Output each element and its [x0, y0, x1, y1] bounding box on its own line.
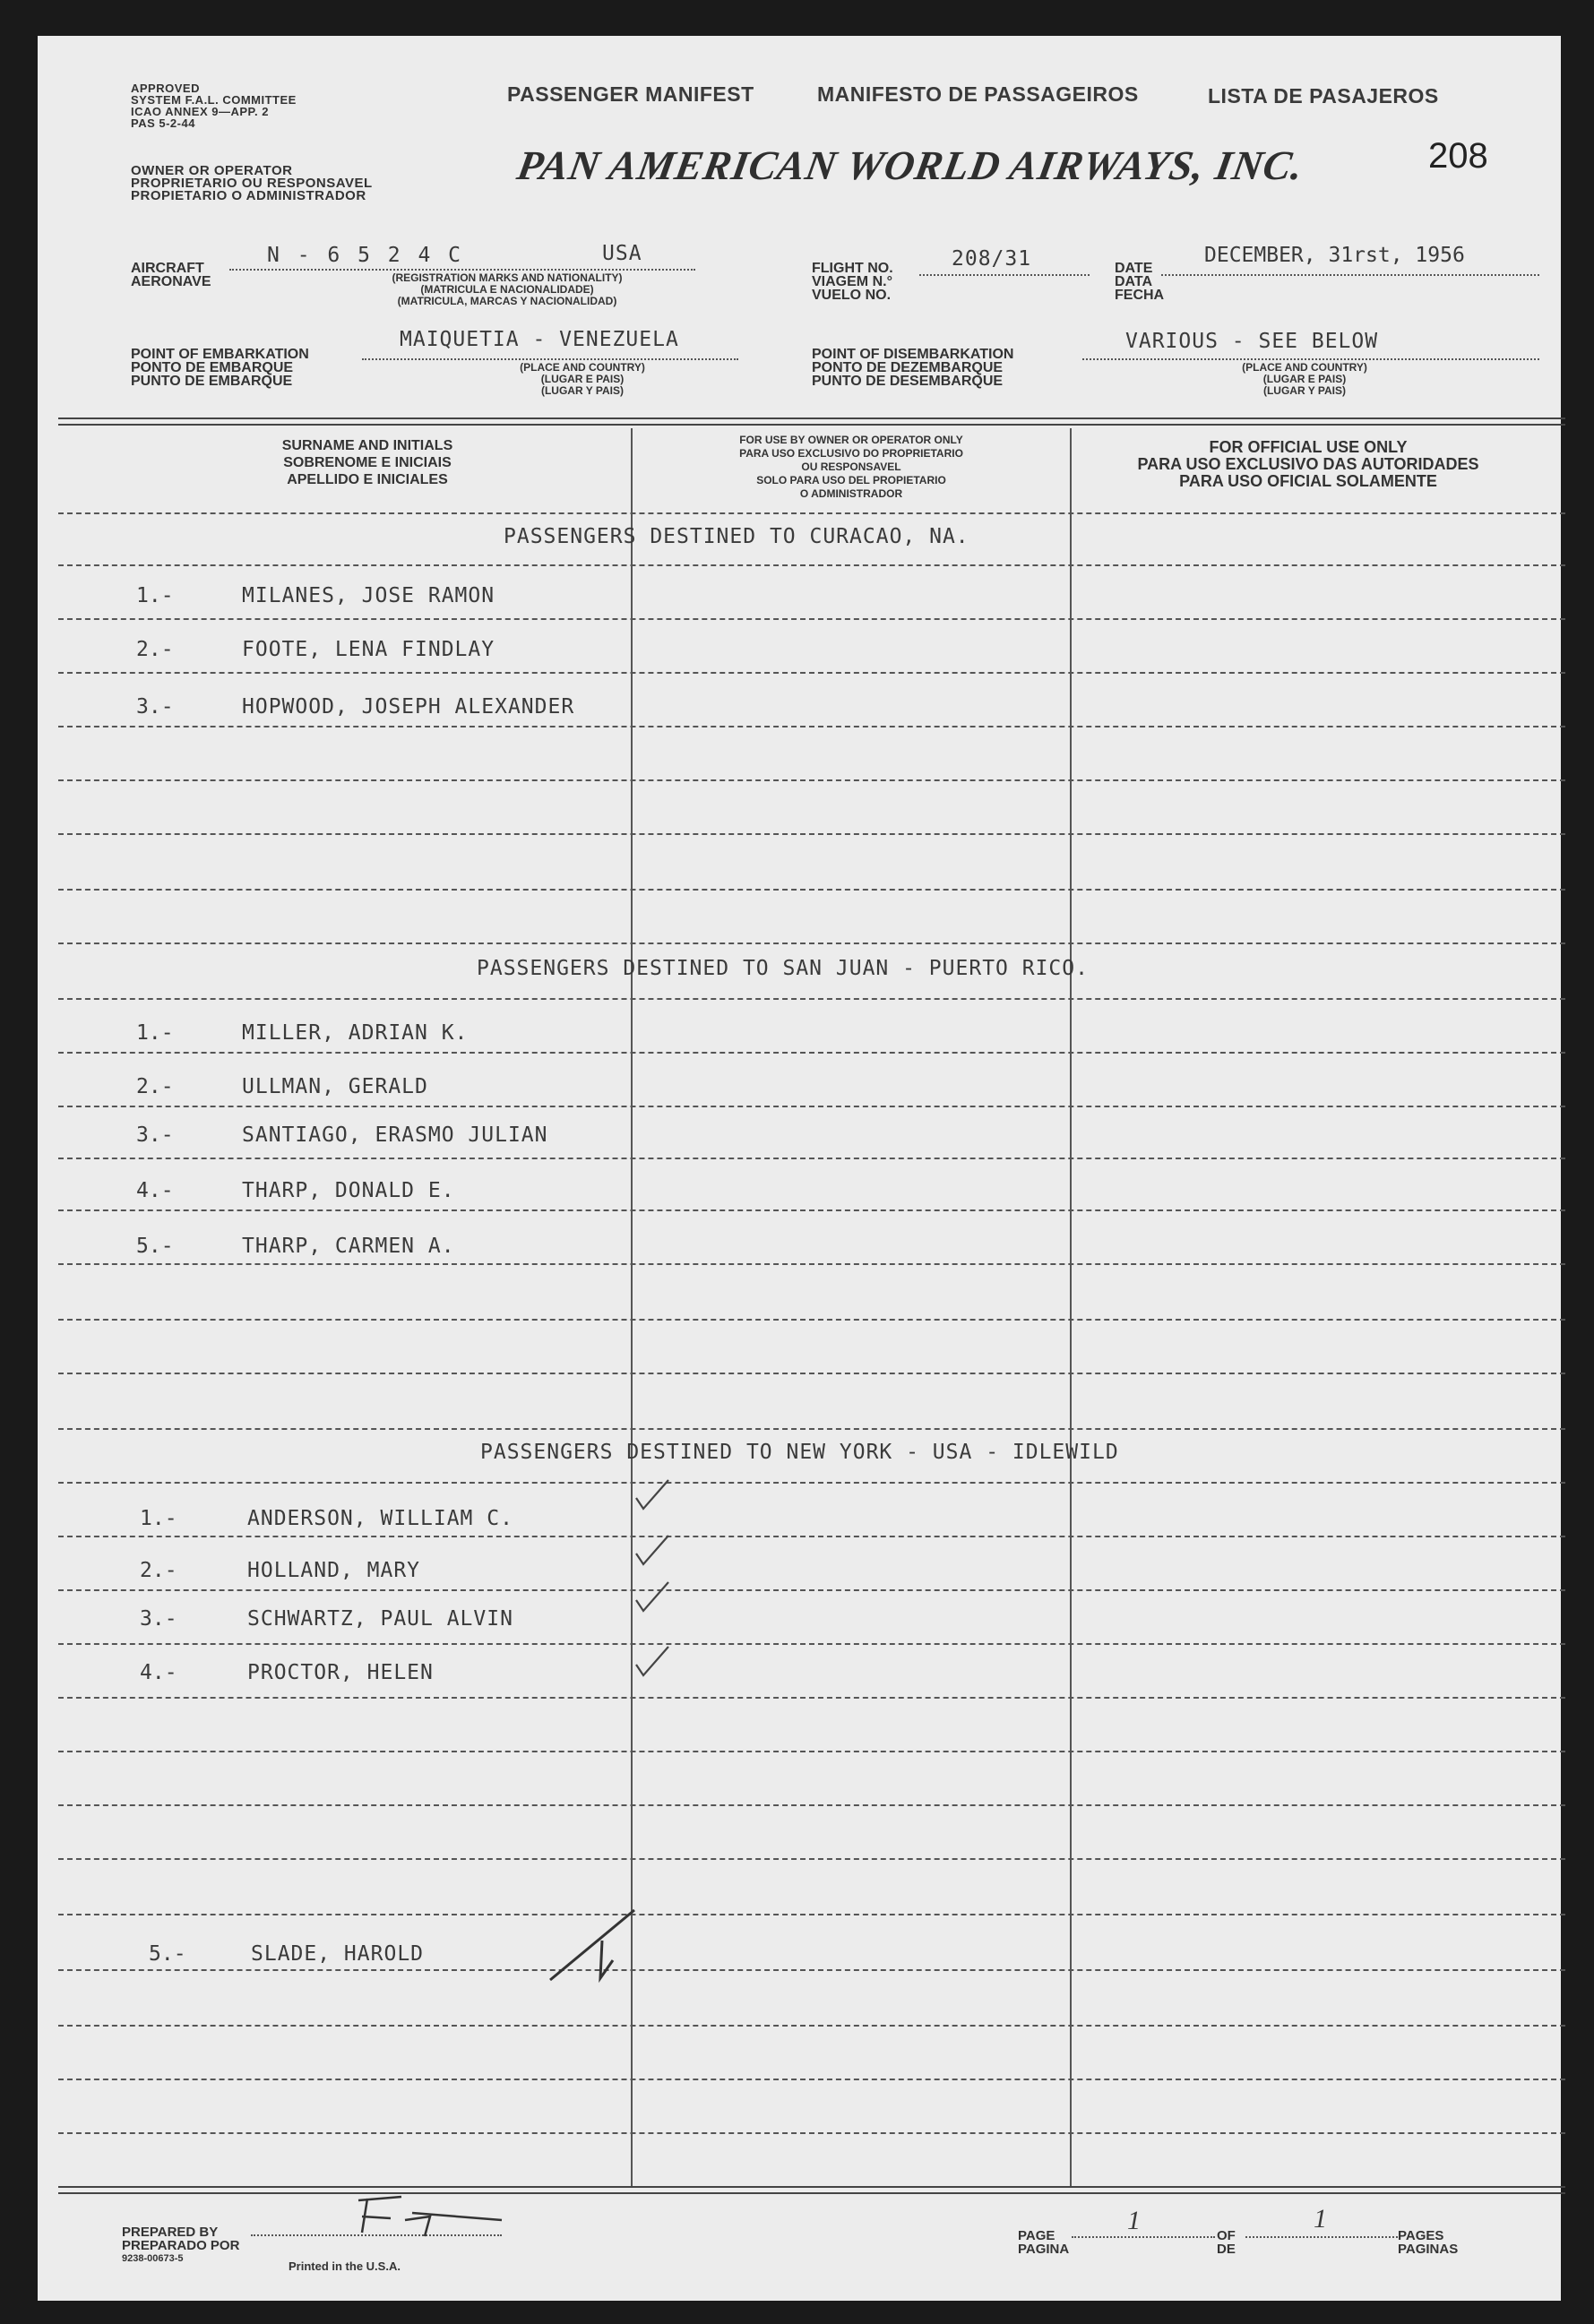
check-mark-icon — [633, 1478, 672, 1514]
disembarkation-value: VARIOUS - SEE BELOW — [1125, 330, 1379, 353]
aircraft-registration: N - 6 5 2 4 C — [267, 244, 464, 267]
printed-note: Printed in the U.S.A. — [289, 2259, 401, 2273]
row-rule — [58, 2079, 1565, 2080]
section-heading: PASSENGERS DESTINED TO SAN JUAN - PUERTO RICO. — [477, 957, 1089, 980]
page-value: 1 — [1127, 2206, 1142, 2235]
disembarkation-label-line: POINT OF DISEMBARKATION — [812, 347, 1014, 362]
page-label-line: PAGE — [1018, 2228, 1055, 2243]
embarkation-value: MAIQUETIA - VENEZUELA — [400, 328, 679, 351]
flight-underline — [919, 274, 1090, 276]
pages-label-line: PAGINAS — [1398, 2242, 1459, 2257]
disembarkation-sub-line: (PLACE AND COUNTRY) — [1242, 361, 1367, 374]
of-value: 1 — [1314, 2204, 1328, 2234]
approval-line: APPROVED — [131, 82, 200, 95]
company-name: PAN AMERICAN WORLD AIRWAYS, INC. — [513, 142, 1307, 188]
owner-label — [131, 165, 373, 202]
row-rule — [58, 726, 1565, 727]
passenger-number: 1.- — [140, 1507, 177, 1530]
passenger-number: 2.- — [136, 638, 174, 661]
row-rule — [58, 2025, 1565, 2027]
passenger-name: SLADE, HAROLD — [251, 1942, 425, 1966]
aircraft-label-line: AERONAVE — [131, 274, 211, 289]
row-rule — [58, 1052, 1565, 1054]
date-label — [1115, 262, 1164, 302]
of-label-line: DE — [1217, 2242, 1236, 2257]
date-label-line: DATA — [1115, 274, 1153, 289]
approval-line: SYSTEM F.A.L. COMMITTEE — [131, 93, 297, 107]
row-rule — [58, 1969, 1565, 1971]
flight-label-line: VIAGEM N.° — [812, 274, 892, 289]
passenger-name: THARP, DONALD E. — [242, 1179, 455, 1202]
aircraft-sub — [319, 272, 695, 307]
date-label-line: DATE — [1115, 261, 1153, 276]
row-rule — [58, 1914, 1565, 1915]
row-rule — [58, 1858, 1565, 1860]
passenger-number: 3.- — [140, 1607, 177, 1631]
of-label — [1217, 2229, 1236, 2256]
title-spanish: LISTA DE PASAJEROS — [1208, 84, 1439, 108]
disembarkation-label — [812, 348, 1013, 388]
aircraft-sub-line: (MATRICULA E NACIONALIDADE) — [420, 283, 594, 296]
passenger-name: PROCTOR, HELEN — [247, 1661, 434, 1684]
row-rule — [58, 889, 1565, 891]
passenger-number: 3.- — [136, 695, 174, 719]
aircraft-sub-line: (MATRICULA, MARCAS Y NACIONALIDAD) — [397, 295, 617, 307]
page-underline — [1072, 2236, 1215, 2238]
passenger-number: 5.- — [136, 1235, 174, 1258]
row-rule — [58, 1697, 1565, 1699]
passenger-number: 3.- — [136, 1123, 174, 1147]
row-rule — [58, 1428, 1565, 1430]
passenger-number: 4.- — [136, 1179, 174, 1202]
column-header-line: PARA USO OFICIAL SOLAMENTE — [1179, 472, 1437, 490]
embarkation-label-line: PUNTO DE EMBARQUE — [131, 374, 293, 389]
row-rule — [58, 943, 1565, 944]
row-rule — [58, 1263, 1565, 1265]
row-rule — [58, 672, 1565, 674]
passenger-name: SCHWARTZ, PAUL ALVIN — [247, 1607, 513, 1631]
column-divider — [1070, 428, 1072, 2188]
page-number: 208 — [1428, 136, 1488, 176]
column-header-line: FOR USE BY OWNER OR OPERATOR ONLY — [739, 434, 963, 446]
approval-line: PAS 5-2-44 — [131, 116, 195, 130]
column-header-line: SURNAME AND INITIALS — [281, 438, 453, 453]
check-mark-icon — [633, 1534, 672, 1570]
column-header-line: SOLO PARA USO DEL PROPIETARIO — [756, 474, 946, 486]
column-header-official-use — [1075, 439, 1541, 490]
row-rule — [58, 833, 1565, 835]
column-header-line: APELLIDO E INICIALES — [287, 472, 448, 487]
passenger-name: HOPWOOD, JOSEPH ALEXANDER — [242, 695, 575, 719]
row-rule — [58, 1158, 1565, 1159]
of-label-line: OF — [1217, 2228, 1236, 2243]
passenger-name: HOLLAND, MARY — [247, 1559, 421, 1582]
check-mark-icon — [633, 1580, 672, 1616]
disembarkation-sub-line: (LUGAR Y PAIS) — [1262, 384, 1346, 397]
embarkation-label — [131, 348, 309, 388]
disembarkation-sub-line: (LUGAR E PAIS) — [1262, 373, 1347, 385]
approval-block — [131, 82, 297, 129]
row-rule — [58, 779, 1565, 781]
check-mark-icon — [633, 1645, 672, 1681]
date-value: DECEMBER, 31rst, 1956 — [1204, 244, 1465, 267]
date-label-line: FECHA — [1115, 288, 1165, 303]
column-header-owner-use — [636, 434, 1066, 501]
passenger-name: ULLMAN, GERALD — [242, 1075, 428, 1098]
passenger-name: FOOTE, LENA FINDLAY — [242, 638, 495, 661]
owner-label-line: OWNER OR OPERATOR — [131, 163, 293, 178]
approval-line: ICAO ANNEX 9—APP. 2 — [131, 105, 269, 118]
passenger-name: ANDERSON, WILLIAM C. — [247, 1507, 513, 1530]
column-header-line: PARA USO EXCLUSIVO DAS AUTORIDADES — [1137, 455, 1479, 473]
column-header-line: OU RESPONSAVEL — [801, 460, 901, 473]
row-rule — [58, 512, 1565, 514]
table-bottom-border — [58, 2186, 1565, 2194]
disembarkation-label-line: PONTO DE DEZEMBARQUE — [812, 360, 1004, 375]
page-label-line: PAGINA — [1018, 2242, 1070, 2257]
embarkation-sub-line: (PLACE AND COUNTRY) — [520, 361, 645, 374]
row-rule — [58, 618, 1565, 620]
embarkation-underline — [362, 358, 738, 360]
owner-label-line: PROPIETARIO O ADMINISTRADOR — [131, 188, 366, 203]
row-rule — [58, 564, 1565, 566]
aircraft-label — [131, 262, 211, 288]
section-heading: PASSENGERS DESTINED TO CURACAO, NA. — [504, 525, 969, 548]
passenger-number: 5.- — [149, 1942, 186, 1966]
passenger-number: 4.- — [140, 1661, 177, 1684]
aircraft-nationality: USA — [602, 242, 642, 265]
embarkation-sub-line: (LUGAR E PAIS) — [540, 373, 625, 385]
column-header-surname — [188, 437, 547, 488]
date-underline — [1161, 274, 1539, 276]
column-header-line: FOR OFFICIAL USE ONLY — [1209, 438, 1408, 456]
row-rule — [58, 1319, 1565, 1321]
prepared-by-line: PREPARED BY — [122, 2225, 219, 2240]
row-rule — [58, 1643, 1565, 1645]
embarkation-sub-line: (LUGAR Y PAIS) — [540, 384, 624, 397]
page-label — [1018, 2229, 1069, 2256]
pages-label-line: PAGES — [1398, 2228, 1444, 2243]
of-underline — [1245, 2236, 1398, 2238]
row-rule — [58, 1804, 1565, 1806]
table-top-border — [58, 417, 1565, 426]
flight-label-line: VUELO NO. — [812, 288, 892, 303]
passenger-number: 1.- — [136, 584, 174, 607]
passenger-number: 2.- — [140, 1559, 177, 1582]
flight-label — [812, 262, 893, 302]
passenger-number: 2.- — [136, 1075, 174, 1098]
embarkation-sub — [475, 362, 690, 397]
row-rule — [58, 1751, 1565, 1752]
passenger-name: THARP, CARMEN A. — [242, 1235, 455, 1258]
aircraft-underline — [229, 269, 695, 271]
aircraft-sub-line: (REGISTRATION MARKS AND NATIONALITY) — [392, 271, 623, 284]
column-header-line: O ADMINISTRADOR — [799, 487, 903, 500]
row-rule — [58, 1209, 1565, 1211]
handwritten-mark-icon — [548, 1905, 638, 1985]
column-header-line: SOBRENOME E INICIAIS — [283, 455, 452, 470]
prepared-by-line: PREPARADO POR — [122, 2238, 240, 2253]
disembarkation-label-line: PUNTO DE DESEMBARQUE — [812, 374, 1004, 389]
passenger-name: MILANES, JOSE RAMON — [242, 584, 495, 607]
row-rule — [58, 1589, 1565, 1591]
signature-icon — [349, 2193, 511, 2238]
title-portuguese: MANIFESTO DE PASSAGEIROS — [817, 82, 1139, 106]
disembarkation-underline — [1082, 358, 1539, 360]
passenger-number: 1.- — [136, 1021, 174, 1045]
owner-label-line: PROPRIETARIO OU RESPONSAVEL — [131, 176, 373, 191]
aircraft-label-line: AIRCRAFT — [131, 261, 204, 276]
section-heading: PASSENGERS DESTINED TO NEW YORK - USA - IDLEWILD — [480, 1441, 1119, 1464]
passenger-name: MILLER, ADRIAN K. — [242, 1021, 469, 1045]
column-header-line: PARA USO EXCLUSIVO DO PROPRIETARIO — [739, 447, 963, 460]
row-rule — [58, 1536, 1565, 1537]
row-rule — [58, 1373, 1565, 1374]
embarkation-label-line: PONTO DE EMBARQUE — [131, 360, 294, 375]
row-rule — [58, 1106, 1565, 1107]
pages-label — [1398, 2229, 1458, 2256]
flight-label-line: FLIGHT NO. — [812, 261, 893, 276]
form-number: 9238-00673-5 — [122, 2253, 184, 2264]
title-english: PASSENGER MANIFEST — [507, 82, 754, 106]
row-rule — [58, 1482, 1565, 1484]
disembarkation-sub — [1197, 362, 1412, 397]
passenger-name: SANTIAGO, ERASMO JULIAN — [242, 1123, 548, 1147]
flight-number: 208/31 — [952, 247, 1032, 271]
embarkation-label-line: POINT OF EMBARKATION — [131, 347, 309, 362]
prepared-by-label — [122, 2225, 239, 2266]
row-rule — [58, 998, 1565, 1000]
row-rule — [58, 2132, 1565, 2134]
